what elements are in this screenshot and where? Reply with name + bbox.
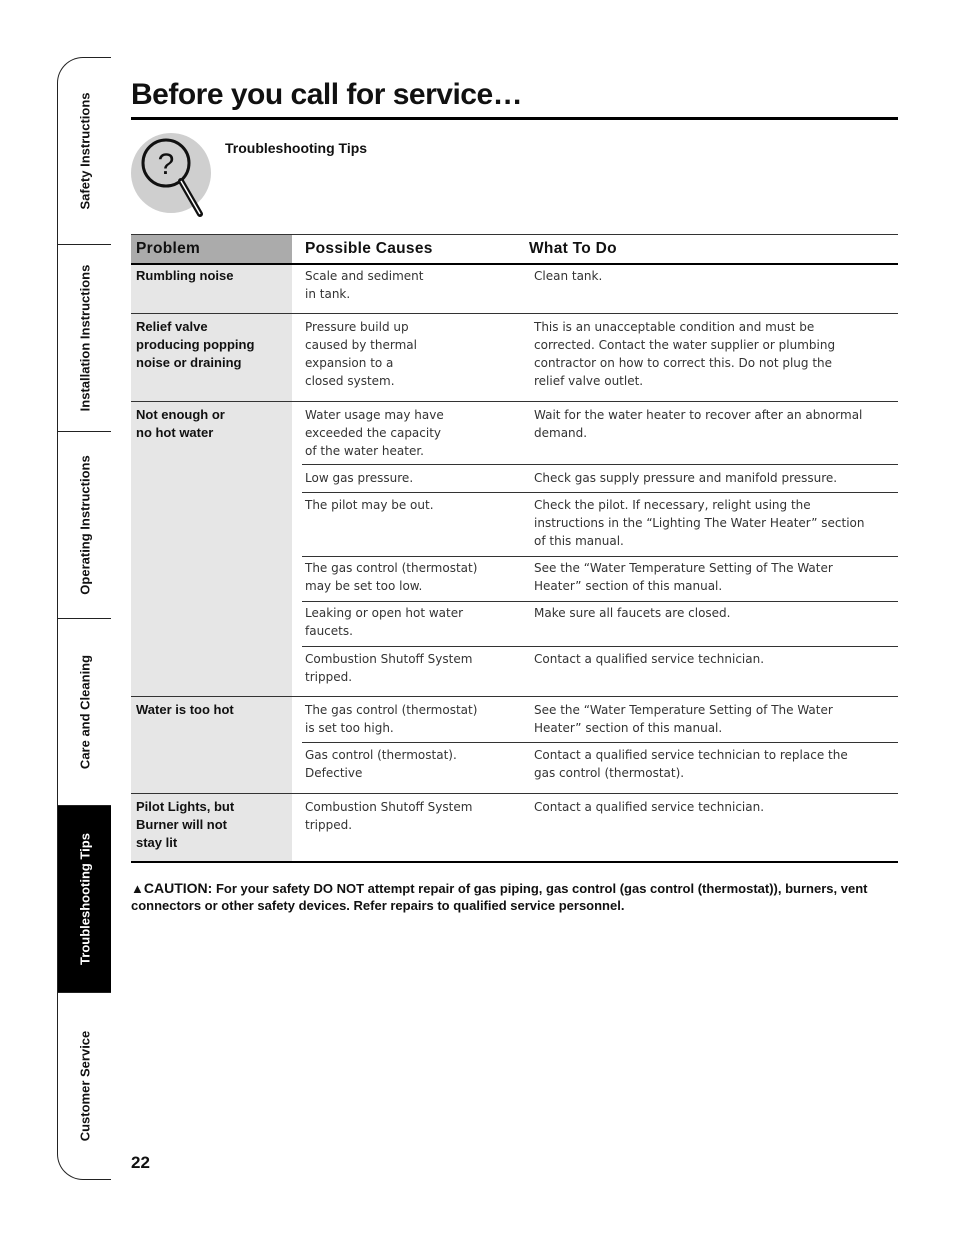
- cause-cell: The pilot may be out.: [305, 498, 434, 512]
- problem-label: Relief valve producing popping noise or draining: [136, 319, 255, 370]
- tab-troubleshooting-tips[interactable]: [58, 806, 111, 993]
- todo-cell: See the “Water Temperature Setting of The Water Heater” section of this manual.: [534, 561, 833, 593]
- warning-triangle-icon: ▲: [131, 881, 144, 896]
- cause-cell: The gas control (thermostat) may be set too low.: [305, 561, 478, 593]
- row-divider: [302, 742, 898, 743]
- tab-safety-instructions[interactable]: [58, 58, 111, 245]
- cause-cell: Pressure build up caused by thermal expansion to a closed system.: [305, 320, 417, 388]
- todo-cell: Clean tank.: [534, 269, 603, 283]
- header-rule: [131, 263, 898, 265]
- caution-text: For your safety DO NOT attempt repair of gas piping, gas control (gas control (thermostat)), burners, vent connectors or other safety devices. Refer repairs to qualified service personnel.: [131, 881, 868, 913]
- cause-cell: Low gas pressure.: [305, 471, 414, 485]
- header-problem: Problem: [136, 240, 201, 257]
- title-divider: [131, 117, 898, 120]
- sidebar-tabs: [57, 57, 111, 1180]
- section-title: Troubleshooting Tips: [225, 140, 368, 156]
- row-divider: [302, 464, 898, 465]
- tab-label: Installation Instructions: [77, 264, 92, 412]
- page-number: 22: [131, 1153, 150, 1172]
- todo-cell: Contact a qualified service technician to replace the gas control (thermostat).: [534, 748, 848, 780]
- tab-label: Safety Instructions: [77, 92, 92, 210]
- group-divider: [131, 793, 898, 794]
- tab-care-and-cleaning[interactable]: [58, 619, 111, 806]
- todo-cell: Make sure all faucets are closed.: [534, 606, 731, 620]
- tab-label: Care and Cleaning: [77, 654, 92, 770]
- cause-cell: Combustion Shutoff System tripped.: [305, 800, 473, 832]
- tab-installation-instructions[interactable]: [58, 245, 111, 432]
- cause-cell: Combustion Shutoff System tripped.: [305, 652, 473, 684]
- todo-cell: Contact a qualified service technician.: [534, 800, 765, 814]
- table-top-rule: [131, 234, 898, 235]
- todo-cell: Check gas supply pressure and manifold pressure.: [534, 471, 838, 485]
- todo-cell: Wait for the water heater to recover after an abnormal demand.: [534, 408, 863, 440]
- group-divider: [131, 313, 898, 314]
- tab-customer-service[interactable]: [58, 993, 111, 1179]
- header-possible-causes: Possible Causes: [305, 240, 433, 257]
- caution-note: [131, 880, 891, 914]
- todo-cell: Check the pilot. If necessary, relight using the instructions in the “Lighting The Water Heater” section of this manual.: [534, 498, 865, 548]
- row-divider: [302, 556, 898, 557]
- table-bottom-rule: [131, 861, 898, 863]
- page-title: Before you call for service…: [131, 78, 523, 111]
- caution-label: CAUTION:: [143, 880, 213, 896]
- svg-text:?: ?: [157, 148, 175, 181]
- row-divider: [302, 601, 898, 602]
- tab-label: Troubleshooting Tips: [77, 833, 92, 965]
- cause-cell: The gas control (thermostat) is set too high.: [305, 703, 478, 735]
- header-what-to-do: What To Do: [529, 240, 617, 257]
- problem-label: Not enough or no hot water: [136, 407, 225, 440]
- todo-cell: See the “Water Temperature Setting of The Water Heater” section of this manual.: [534, 703, 833, 735]
- tab-label: Customer Service: [77, 1030, 92, 1142]
- row-divider: [302, 492, 898, 493]
- group-divider: [131, 696, 898, 697]
- problem-label: Water is too hot: [136, 702, 234, 717]
- group-divider: [131, 401, 898, 402]
- cause-cell: Leaking or open hot water faucets.: [305, 606, 464, 638]
- tab-label: Operating Instructions: [77, 455, 92, 595]
- todo-cell: Contact a qualified service technician.: [534, 652, 765, 666]
- cause-cell: Gas control (thermostat). Defective: [305, 748, 457, 780]
- question-mark-magnifier-icon: [130, 132, 212, 218]
- problem-label: Rumbling noise: [136, 268, 234, 283]
- cause-cell: Water usage may have exceeded the capacity of the water heater.: [305, 408, 444, 458]
- tab-operating-instructions[interactable]: [58, 432, 111, 619]
- cause-cell: Scale and sediment in tank.: [305, 269, 424, 301]
- row-divider: [302, 646, 898, 647]
- problem-label: Pilot Lights, but Burner will not stay lit: [136, 799, 235, 850]
- todo-cell: This is an unacceptable condition and must be corrected. Contact the water supplier or plumbing contractor on how to correct this. Do not plug the relief valve outlet.: [534, 320, 836, 388]
